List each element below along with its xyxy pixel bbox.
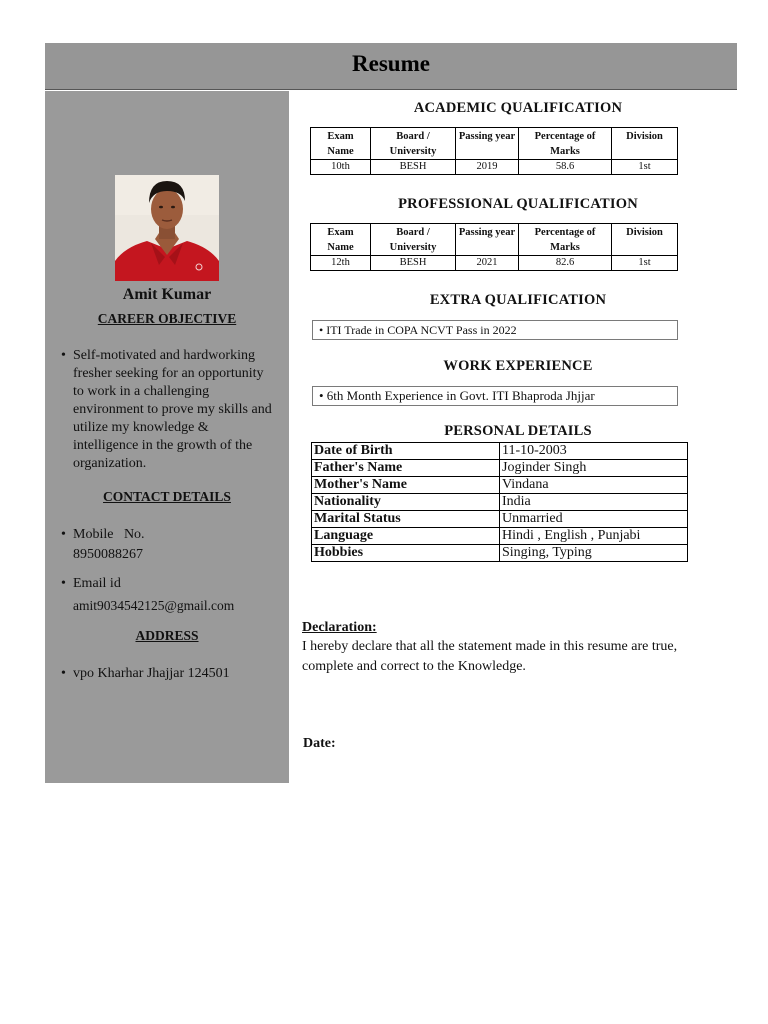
professional-title: PROFESSIONAL QUALIFICATION (398, 196, 638, 212)
page-header (45, 43, 737, 90)
table-row (312, 494, 688, 511)
academic-title: ACADEMIC QUALIFICATION (413, 100, 623, 116)
table-cell: 2019 (456, 160, 519, 175)
detail-key: Father's Name (312, 460, 500, 477)
detail-value: Singing, Typing (500, 545, 688, 562)
detail-key: Mother's Name (312, 477, 500, 494)
extra-qualification-item: • ITI Trade in COPA NCVT Pass in 2022 (312, 320, 678, 340)
detail-key: Nationality (312, 494, 500, 511)
detail-key: Date of Birth (312, 443, 500, 460)
work-experience-title: WORK EXPERIENCE (443, 358, 593, 374)
header-cell: Passing year (456, 128, 519, 160)
detail-value: 11-10-2003 (500, 443, 688, 460)
declaration-title: Declaration: (302, 620, 377, 635)
work-experience-item: • 6th Month Experience in Govt. ITI Bhaproda Jhjjar (312, 386, 678, 406)
table-cell: 82.6 (519, 256, 612, 271)
detail-key: Language (312, 528, 500, 545)
header-cell: Division (612, 128, 678, 160)
detail-value: India (500, 494, 688, 511)
detail-value: Unmarried (500, 511, 688, 528)
email-address: amit9034542125@gmail.com (73, 598, 235, 613)
table-header-row (311, 128, 678, 160)
table-cell: 10th (311, 160, 371, 175)
header-cell: Board / University (371, 224, 456, 256)
header-cell: Division (612, 224, 678, 256)
mobile-number: 8950088267 (73, 547, 143, 562)
table-cell: 58.6 (519, 160, 612, 175)
bullet: • (61, 576, 66, 591)
address-title: ADDRESS (135, 628, 199, 643)
table-cell: 1st (612, 160, 678, 175)
personal-details-table (311, 442, 688, 562)
career-objective-item (61, 347, 276, 473)
table-cell: BESH (371, 256, 456, 271)
detail-key: Hobbies (312, 545, 500, 562)
detail-value: Hindi , English , Punjabi (500, 528, 688, 545)
header-cell: Exam Name (311, 224, 371, 256)
detail-value: Joginder Singh (500, 460, 688, 477)
table-header-row (311, 224, 678, 256)
career-objective-text: Self-motivated and hardworking fresher seeking for an opportunity to work in a challenging environment to prove my skills and utilize my knowledge & intelligence in the growth of the organization. (73, 348, 272, 471)
bullet: • (61, 527, 66, 542)
table-cell: 1st (612, 256, 678, 271)
candidate-name: Amit Kumar (122, 286, 212, 303)
detail-value: Vindana (500, 477, 688, 494)
table-row (312, 477, 688, 494)
table-row (311, 160, 678, 175)
contact-email (61, 573, 287, 617)
email-label: Email id (73, 576, 121, 591)
header-cell: Passing year (456, 224, 519, 256)
table-row (312, 460, 688, 477)
academic-table (310, 127, 678, 175)
contact-mobile (61, 525, 276, 565)
detail-key: Marital Status (312, 511, 500, 528)
mobile-label: Mobile No. (73, 527, 145, 542)
bullet: • (61, 348, 66, 363)
date-label: Date: (303, 736, 336, 751)
page-title: Resume (352, 51, 430, 76)
table-cell: BESH (371, 160, 456, 175)
table-row (311, 256, 678, 271)
header-cell: Percentage of Marks (519, 128, 612, 160)
table-cell: 12th (311, 256, 371, 271)
contact-details-title: CONTACT DETAILS (103, 489, 231, 504)
table-cell: 2021 (456, 256, 519, 271)
career-objective-title: CAREER OBJECTIVE (97, 311, 237, 326)
table-row (312, 545, 688, 562)
professional-table (310, 223, 678, 271)
table-row (312, 443, 688, 460)
declaration-text: I hereby declare that all the statement made in this resume are true, complete and correct to the Knowledge. (302, 639, 678, 674)
table-row (312, 511, 688, 528)
profile-photo (115, 175, 219, 281)
header-cell: Board / University (371, 128, 456, 160)
address-item (61, 665, 276, 683)
header-cell: Percentage of Marks (519, 224, 612, 256)
personal-details-title: PERSONAL DETAILS (444, 423, 592, 439)
extra-qualification-title: EXTRA QUALIFICATION (429, 292, 607, 308)
address-text: vpo Kharhar Jhajjar 124501 (73, 666, 230, 681)
profile-photo-image (115, 175, 219, 281)
table-row (312, 528, 688, 545)
sidebar (45, 91, 289, 783)
header-cell: Exam Name (311, 128, 371, 160)
bullet: • (61, 666, 66, 681)
